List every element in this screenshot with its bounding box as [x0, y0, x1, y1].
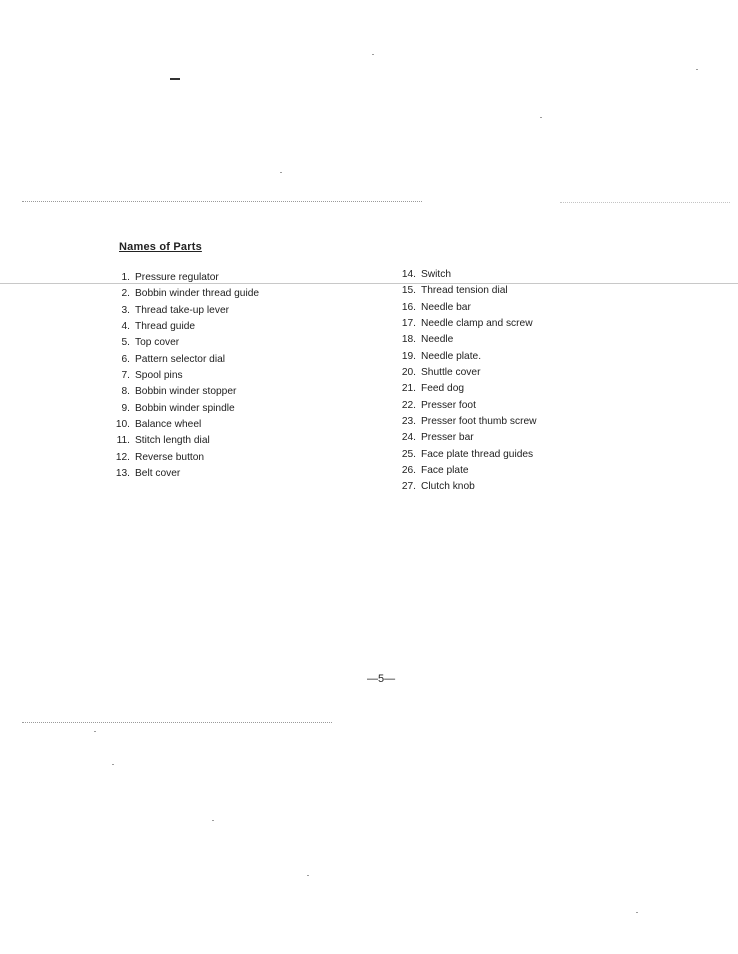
item-number: 5.: [121, 337, 130, 349]
item-name: Thread take-up lever: [135, 304, 230, 316]
list-item: [394, 349, 537, 365]
item-number: 21.: [401, 383, 416, 395]
item-number: 22.: [401, 399, 416, 411]
item-name: Thread guide: [135, 321, 196, 333]
item-name: Needle plate.: [421, 350, 482, 362]
list-item: [108, 352, 259, 368]
scan-line-bottom: [22, 722, 332, 723]
list-item: [108, 303, 259, 319]
list-item: [108, 270, 259, 286]
list-item: [394, 267, 537, 283]
item-number: 3.: [121, 304, 130, 316]
item-number: 17.: [401, 318, 416, 330]
item-number: 6.: [121, 353, 130, 365]
item-name: Presser bar: [421, 432, 474, 444]
item-number: 20.: [401, 367, 416, 379]
item-number: 27.: [401, 481, 416, 493]
item-number: 9.: [121, 402, 130, 414]
item-number: 10.: [115, 419, 130, 431]
list-item: [108, 335, 259, 351]
item-name: Bobbin winder stopper: [135, 386, 237, 398]
scan-speck: [280, 172, 282, 173]
scan-line-top-right: [560, 202, 730, 203]
list-item: [394, 365, 537, 381]
item-name: Pressure regulator: [135, 272, 219, 283]
list-item: [108, 433, 259, 449]
item-name: Top cover: [135, 337, 180, 349]
item-number: 12.: [115, 451, 130, 463]
item-name: Pattern selector dial: [135, 353, 226, 365]
item-name: Spool pins: [135, 370, 183, 382]
item-number: 4.: [121, 321, 130, 333]
scan-speck: [94, 731, 96, 732]
item-name: Thread tension dial: [421, 285, 508, 297]
list-item: [394, 332, 537, 348]
list-item: [394, 479, 537, 495]
list-item: [394, 316, 537, 332]
list-item: [394, 430, 537, 446]
scan-speck: [307, 875, 309, 876]
list-item: [394, 463, 537, 479]
item-number: 18.: [401, 334, 416, 346]
item-number: 8.: [121, 386, 130, 398]
item-number: 13.: [115, 468, 130, 480]
scan-speck: [112, 764, 114, 765]
list-item: [108, 450, 259, 466]
list-item: [394, 414, 537, 430]
list-item: [108, 286, 259, 302]
list-item: [394, 447, 537, 463]
item-name: Presser foot thumb screw: [421, 416, 537, 428]
list-item: [108, 319, 259, 335]
item-number: 25.: [401, 448, 416, 460]
page-number: —5—: [367, 673, 396, 685]
item-name: Feed dog: [421, 383, 465, 395]
item-name: Bobbin winder thread guide: [135, 288, 260, 300]
item-name: Bobbin winder spindle: [135, 402, 235, 414]
item-number: 24.: [401, 432, 416, 444]
item-number: 19.: [401, 350, 416, 362]
item-name: Clutch knob: [421, 481, 475, 493]
item-number: 14.: [401, 269, 416, 280]
item-number: 7.: [121, 370, 130, 382]
section-title: Names of Parts: [119, 241, 202, 253]
item-number: 15.: [401, 285, 416, 297]
list-item: [108, 401, 259, 417]
item-name: Reverse button: [135, 451, 205, 463]
item-name: Face plate: [421, 465, 469, 477]
item-name: Shuttle cover: [421, 367, 481, 379]
parts-list-left: [108, 270, 259, 482]
item-name: Switch: [421, 269, 452, 280]
list-item: [108, 466, 259, 482]
item-number: 2.: [121, 288, 130, 300]
scan-dash-mark: [170, 78, 180, 80]
item-name: Face plate thread guides: [421, 448, 534, 460]
scan-speck: [636, 912, 638, 913]
item-name: Stitch length dial: [135, 435, 210, 447]
item-number: 11.: [116, 435, 130, 447]
list-item: [394, 300, 537, 316]
item-name: Needle bar: [421, 301, 471, 313]
list-item: [108, 417, 259, 433]
scan-line-top: [22, 201, 422, 202]
list-item: [394, 381, 537, 397]
item-name: Needle: [421, 334, 454, 346]
list-item: [108, 384, 259, 400]
item-name: Needle clamp and screw: [421, 318, 533, 330]
scan-speck: [212, 820, 214, 821]
list-item: [394, 283, 537, 299]
list-item: [394, 398, 537, 414]
item-number: 16.: [401, 301, 416, 313]
scan-speck: [540, 117, 542, 118]
item-number: 26.: [401, 465, 416, 477]
scan-speck: [372, 54, 374, 55]
item-name: Belt cover: [135, 468, 181, 480]
item-number: 23.: [401, 416, 416, 428]
item-name: Balance wheel: [135, 419, 202, 431]
scan-speck: [696, 69, 698, 70]
item-name: Presser foot: [421, 399, 476, 411]
item-number: 1.: [121, 272, 130, 283]
list-item: [108, 368, 259, 384]
parts-list-right: [394, 267, 537, 496]
